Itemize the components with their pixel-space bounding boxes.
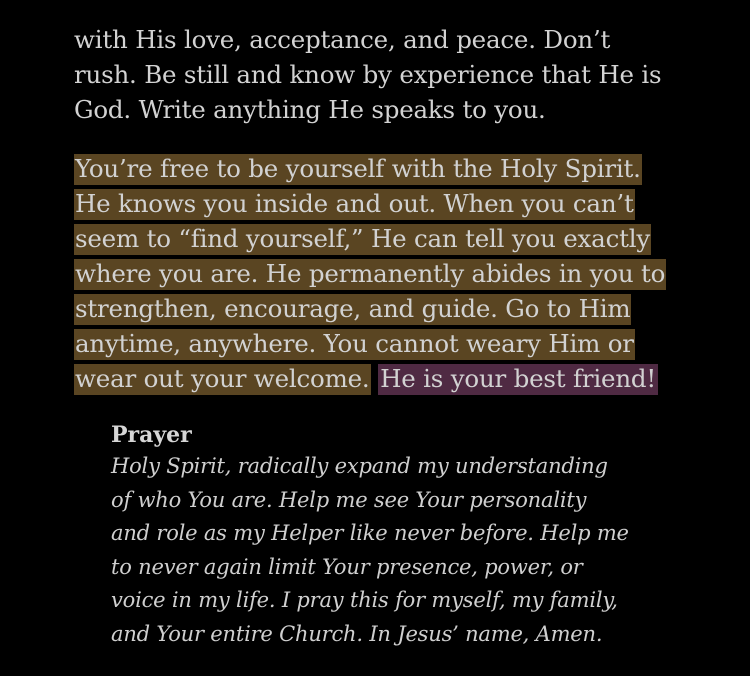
gold-highlight[interactable]: strengthen, encourage, and guide. Go to Him <box>75 294 631 323</box>
top-paragraph <box>74 22 714 127</box>
prayer-line: and role as my Helper like never before. Help me <box>111 521 629 546</box>
highlighted-line <box>74 291 714 326</box>
gold-highlight[interactable]: wear out your welcome. <box>75 364 370 393</box>
prayer-line: Holy Spirit, radically expand my understanding <box>111 454 608 478</box>
highlighted-line <box>74 151 714 186</box>
gold-highlight[interactable]: anytime, anywhere. You cannot weary Him or <box>75 329 634 358</box>
prayer-line: of who You are. Help me see Your personality <box>111 487 587 512</box>
text-line: God. Write anything He speaks to you. <box>74 95 546 124</box>
text-line: rush. Be still and know by experience that He is <box>74 60 662 89</box>
purple-highlight[interactable]: He is your best friend! <box>380 364 657 393</box>
highlighted-line <box>74 186 714 221</box>
highlighted-line <box>74 326 714 361</box>
prayer-heading: Prayer <box>111 422 192 448</box>
prayer-section <box>111 420 671 652</box>
text-line: with His love, acceptance, and peace. Don’t <box>74 25 611 54</box>
gold-highlight[interactable]: He knows you inside and out. When you can’t <box>75 189 634 218</box>
highlighted-paragraph <box>74 151 714 396</box>
highlighted-line <box>74 361 714 396</box>
gold-highlight[interactable]: You’re free to be yourself with the Holy Spirit. <box>75 154 641 183</box>
prayer-line: to never again limit Your presence, power, or <box>111 554 583 579</box>
gold-highlight[interactable]: seem to “find yourself,” He can tell you exactly <box>75 224 651 253</box>
prayer-line: and Your entire Church. In Jesus’ name, Amen. <box>111 621 603 646</box>
highlighted-line <box>74 221 714 256</box>
highlighted-line <box>74 256 714 291</box>
gold-highlight[interactable]: where you are. He permanently abides in you to <box>75 259 666 288</box>
prayer-line: voice in my life. I pray this for myself, my family, <box>111 588 618 613</box>
